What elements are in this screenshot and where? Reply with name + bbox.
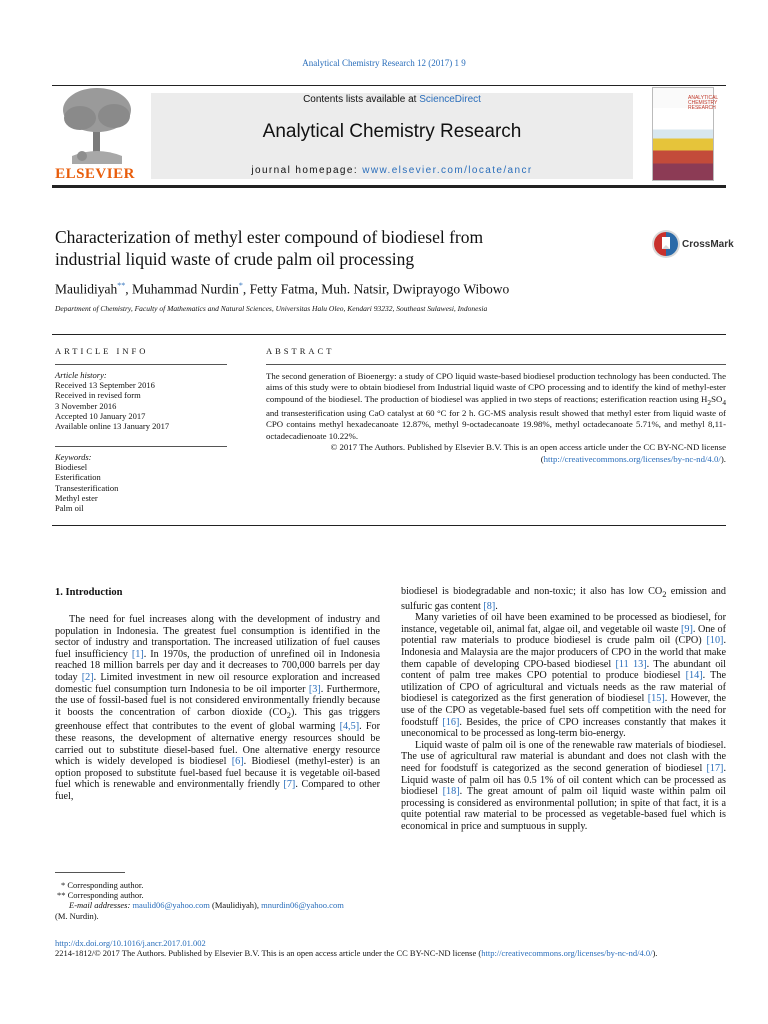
history-item: Accepted 10 January 2017 bbox=[55, 410, 146, 421]
paragraph: biodiesel is biodegradable and non-toxic; it also has low $CO_2$ emission and sulfuric gas content [8]. bbox=[401, 586, 726, 612]
email-label: E-mail addresses: bbox=[69, 900, 133, 911]
citation-link[interactable]: [2] bbox=[81, 671, 94, 683]
page-footer bbox=[55, 938, 735, 958]
email-link-1[interactable]: maulid06@yahoo.com bbox=[132, 900, 210, 911]
abstract-heading: ABSTRACT bbox=[266, 346, 335, 356]
author-nurdin: , Muhammad Nurdin bbox=[125, 281, 239, 297]
citation-link[interactable]: [3] bbox=[308, 683, 321, 695]
article-history bbox=[55, 370, 235, 431]
license-link[interactable]: http://creativecommons.org/licenses/by-nc-nd/4.0/ bbox=[543, 453, 721, 464]
email-owner-2: (M. Nurdin). bbox=[55, 910, 99, 921]
keywords-label: Keywords: bbox=[55, 452, 92, 462]
footnote-1 bbox=[55, 880, 385, 890]
title-line-1: Characterization of methyl ester compound of biodiesel from bbox=[55, 227, 484, 247]
crossmark-icon[interactable] bbox=[651, 229, 681, 259]
subscript: 2 bbox=[286, 709, 291, 720]
history-item: Available online 13 January 2017 bbox=[55, 421, 170, 432]
cover-title: ANALYTICAL CHEMISTRY RESEARCH bbox=[688, 95, 719, 111]
footnote-rule bbox=[55, 872, 125, 873]
article-info-rule bbox=[55, 364, 227, 365]
keyword-item: Transesterification bbox=[55, 482, 119, 493]
section-heading: 1. Introduction bbox=[55, 587, 123, 598]
history-item: Received in revised form bbox=[55, 390, 141, 401]
crossmark-label[interactable]: CrossMark bbox=[682, 239, 734, 250]
corresponding-mark-double[interactable]: ** bbox=[117, 281, 126, 290]
abstract-bottom-rule bbox=[52, 525, 726, 526]
citation-link[interactable]: [4,5] bbox=[339, 721, 360, 733]
citation-link[interactable]: [18] bbox=[442, 786, 460, 798]
keyword-item: Methyl ester bbox=[55, 492, 98, 503]
authors-rest: , Fetty Fatma, Muh. Natsir, Dwiprayogo Wibowo bbox=[242, 281, 510, 297]
citation-link[interactable]: [15] bbox=[647, 693, 665, 705]
abstract-formula: SO bbox=[711, 393, 723, 404]
homepage-link[interactable]: www.elsevier.com/locate/ancr bbox=[362, 165, 533, 176]
citation-link[interactable]: [16] bbox=[442, 716, 460, 728]
citation-link[interactable]: [10] bbox=[706, 635, 724, 647]
paragraph: Many varieties of oil have been examined to be processed as biodiesel, for instance, vegetable oil, animal fat, algae oil, and vegetable oil waste [9]. One of potential raw materials to produce biodiesel is crude palm oil (CPO) [10]. Indonesia and Malaysia are the major producers of CPO in the world that make them capable of developing CPO-based biodiesel [11 13]. The abundant oil content of palm tree makes CPO potential to produce biodiesel [14]. The utilization of CPO of agricultural and victuals needs as the raw material of biodiesel is categorized as the first generation of biodiesel [15]. However, the use of the CPO as vegetable-based fuel sets off competition with the need for foodstuff [16]. Besides, the price of CPO increases constantly that makes it uneconomical to be processed as long-term bio-energy. bbox=[401, 612, 726, 740]
history-label: Article history: bbox=[55, 370, 107, 380]
abstract-text bbox=[266, 371, 726, 465]
issn-text: 2214-1812/© 2017 The Authors. Published by Elsevier B.V. This is an open access article under the CC BY-NC-ND license ( bbox=[55, 948, 482, 958]
footnote-text: Corresponding author. bbox=[67, 880, 144, 890]
footnote-text: Corresponding author. bbox=[67, 890, 144, 901]
contents-line bbox=[151, 94, 633, 105]
close-paren: ). bbox=[652, 948, 658, 958]
title-line-2: industrial liquid waste of crude palm oil processing bbox=[55, 249, 415, 269]
history-item: Received 13 September 2016 bbox=[55, 380, 155, 391]
journal-reference[interactable]: Analytical Chemistry Research 12 (2017) 1 9 bbox=[302, 58, 466, 68]
keywords bbox=[55, 452, 235, 513]
journal-title: Analytical Chemistry Research bbox=[262, 121, 522, 142]
citation-link[interactable]: [17] bbox=[706, 762, 724, 774]
issn-line bbox=[55, 948, 735, 958]
citation-link[interactable]: [8] bbox=[483, 600, 496, 612]
abstract-rule bbox=[266, 364, 726, 365]
front-matter-rule bbox=[52, 334, 726, 335]
header-bottom-rule bbox=[52, 185, 726, 188]
keyword-item: Esterification bbox=[55, 472, 101, 483]
abstract-part-a: The second generation of Bioenergy: a study of CPO liquid waste-based biodiesel production technology has been conducted. The aims of this study were to obtain biodiesel from Industrial liquid waste of CPO processing and to identify the kind of methyl-ester compound of the biodiesel. The production of biodiesel was applied in two steps of reactions; esterification reaction using H bbox=[266, 371, 726, 404]
article-title bbox=[55, 226, 615, 270]
footnote-mark: * bbox=[61, 880, 66, 890]
history-item: 3 November 2016 bbox=[55, 400, 117, 411]
footnote-2 bbox=[55, 890, 385, 900]
author-maulidiyah: Maulidiyah bbox=[55, 281, 118, 297]
doi-link[interactable]: http://dx.doi.org/10.1016/j.ancr.2017.01.002 bbox=[55, 938, 206, 948]
citation-link[interactable]: [11 13] bbox=[615, 658, 647, 670]
header-top-rule bbox=[52, 85, 726, 86]
email-owner-1: (Maulidiyah), bbox=[209, 900, 262, 911]
journal-homepage bbox=[151, 165, 633, 176]
citation-link[interactable]: [6] bbox=[231, 756, 244, 768]
publisher-wordmark[interactable]: ELSEVIER bbox=[55, 166, 135, 182]
citation-link[interactable]: [14] bbox=[685, 670, 703, 682]
sciencedirect-link[interactable]: ScienceDirect bbox=[419, 94, 481, 105]
paragraph: Liquid waste of palm oil is one of the renewable raw materials of biodiesel. The use of agricultural raw material is abundant and does not clash with the need for foodstuff is categorized as the second generation of biodiesel [17]. Liquid waste of palm oil has 0.5 1% of oil content which can be processed as biodiesel [18]. The great amount of palm oil liquid waste within palm oil processing is considered as environmental pollution; in spite of that fact, it is a quite potential raw material to be processed as vegetable-based fuel which is economical in price and sumptuous in supply. bbox=[401, 739, 727, 832]
keywords-rule bbox=[55, 446, 227, 447]
affiliation: Department of Chemistry, Faculty of Mathematics and Natural Sciences, Universitas Halu Oleo, Kendari 93232, Southeast Sulawesi, Indonesia bbox=[55, 304, 488, 313]
abstract-copyright bbox=[266, 442, 726, 465]
footer-license-link[interactable]: http://creativecommons.org/licenses/by-nc-nd/4.0/ bbox=[481, 948, 653, 958]
keyword-item: Palm oil bbox=[55, 503, 84, 514]
paragraph: The need for fuel increases along with the development of industry and population in Indonesia. The greatest fuel consumption is identified in the sector of industry and transportation. The increased utilization of fuel causes fuel insufficiency [1]. In 1970s, the production of unrefined oil in Indonesia reached 18 million barrels per day and it decreases to 700,000 barrels per day today [2]. Limited investment in new oil resource exploration and increased domestic fuel consumption turn Indonesia to be oil importer [3]. Furthermore, the use of fossil-based fuel is not considered environmentally friendly because it boosts the concentration of carbon dioxide $(CO_2)$. This gas triggers greenhouse effect that contributes to the event of global warming [4,5]. For these reasons, the development of alternative energy resources should be carried out to substitute diesel-based fuel. One alternative energy resource which is widely developed is biodiesel [6]. Biodiesel (methyl-ester) is an option proposed to substitute fuel-based fuel because it is vegetable oil-based fuel which is renewable and environmentally friendly [7]. Compared to other fuel, bbox=[55, 614, 380, 802]
subscript: 2 bbox=[662, 589, 667, 600]
right-column bbox=[401, 586, 726, 833]
copyright-text: © 2017 The Authors. Published by Elsevier B.V. This is an open access article under the CC BY-NC-ND license ( bbox=[330, 442, 726, 464]
author-list bbox=[55, 281, 509, 298]
email-link-2[interactable]: mnurdin06@yahoo.com bbox=[261, 900, 344, 911]
citation-link[interactable]: [9] bbox=[680, 623, 693, 635]
subscript: 2 bbox=[707, 397, 712, 407]
subscript: 4 bbox=[722, 397, 726, 407]
keyword-item: Biodiesel bbox=[55, 462, 88, 473]
corresponding-mark-single[interactable]: * bbox=[238, 281, 243, 290]
footnote-emails bbox=[55, 900, 385, 910]
citation-link[interactable]: [1] bbox=[131, 648, 144, 660]
homepage-prefix: journal homepage: bbox=[251, 165, 363, 176]
footnotes bbox=[55, 880, 385, 921]
footnote-mark: ** bbox=[57, 890, 66, 901]
abstract-part-b: and transesterification using CaO catalyst at 60 °C for 2 h. GC-MS analysis result showed that methyl ester from liquid waste of CPO contains methyl hexadecanoate 12.87%, methyl 9-octadecanoate 19.98%, methyl octadecanoate 5.71%, and methyl 8,11-octadecadienoate 10.22%. bbox=[266, 407, 726, 441]
article-info-heading: ARTICLE INFO bbox=[55, 346, 149, 356]
left-column bbox=[55, 614, 380, 803]
contents-prefix: Contents lists available at bbox=[303, 94, 420, 105]
citation-link[interactable]: [7] bbox=[283, 779, 296, 791]
close-paren: ). bbox=[720, 453, 726, 464]
